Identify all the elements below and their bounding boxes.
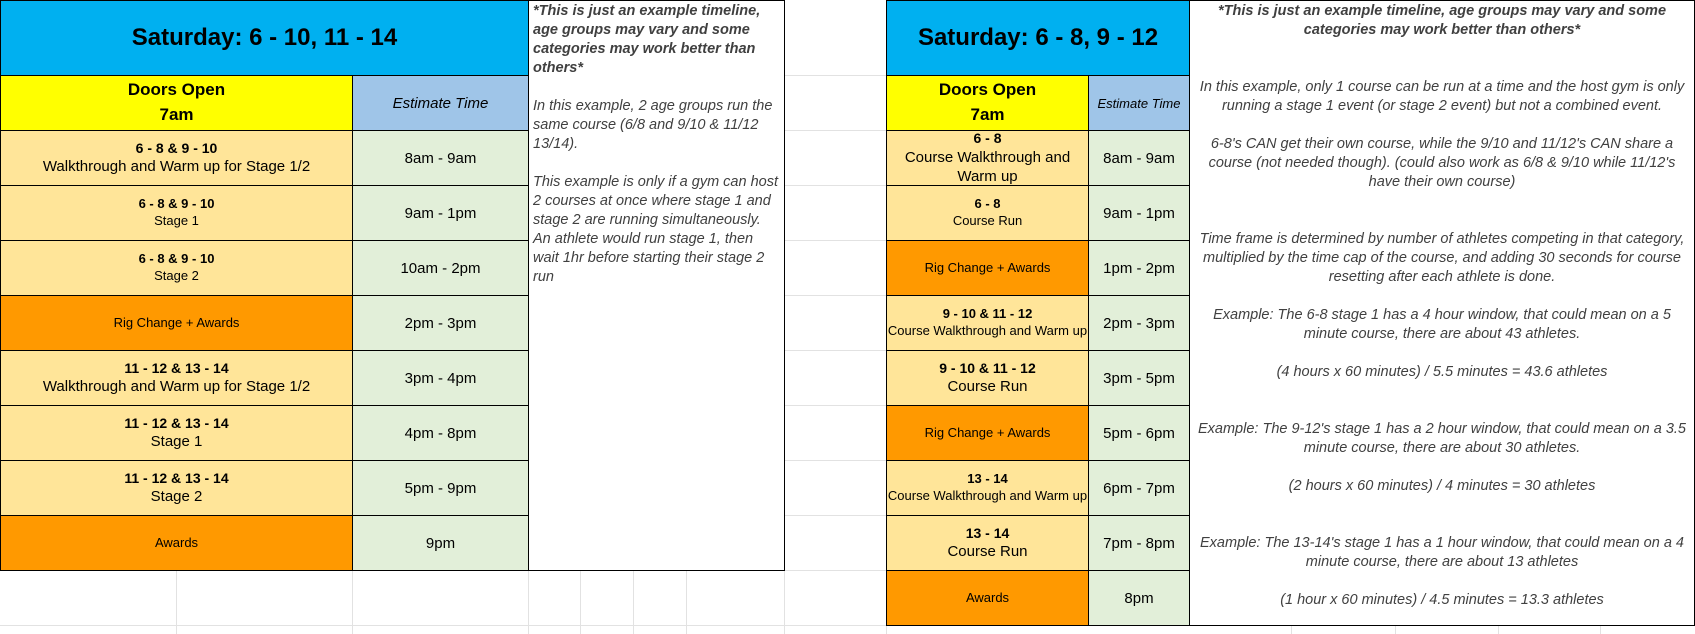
time-value: 8pm — [1124, 589, 1154, 607]
age-group-label: 9 - 10 & 11 - 12 — [939, 360, 1036, 377]
activity-label: Awards — [965, 589, 1010, 605]
left-time-cell[interactable] — [352, 130, 529, 186]
left-schedule-title[interactable] — [0, 0, 529, 76]
age-group-label: 6 - 8 — [974, 196, 1001, 212]
calculation-text: (1 hour x 60 minutes) / 4.5 minutes = 13.3 athletes — [1280, 592, 1604, 608]
time-value: 3pm - 5pm — [1103, 369, 1175, 387]
left-activity-cell[interactable] — [0, 240, 353, 296]
time-value: 2pm - 3pm — [404, 314, 477, 332]
right-activity-cell[interactable] — [886, 515, 1089, 571]
activity-label: Stage 2 — [154, 268, 199, 283]
time-value: 3pm - 4pm — [404, 369, 477, 387]
time-value: 1pm - 2pm — [1103, 259, 1175, 277]
activity-label: Course Walkthrough and Warm up — [887, 323, 1088, 338]
calculation-text: (4 hours x 60 minutes) / 5.5 minutes = 43.6 athletes — [1276, 364, 1608, 380]
doors-open-label: Doors Open — [938, 80, 1037, 100]
age-group-label: 6 - 8 — [973, 130, 1002, 147]
note-paragraph: In this example, only 1 course can be run at a time and the host gym is only running a stage 1 event (or stage 2 event) but not a combined event. — [1199, 79, 1685, 114]
right-time-cell[interactable] — [1088, 130, 1190, 186]
activity-label: Rig Change + Awards — [924, 424, 1051, 440]
right-schedule-title[interactable] — [886, 0, 1190, 76]
activity-label: Stage 2 — [150, 488, 203, 506]
time-value: 8am - 9am — [404, 149, 477, 167]
activity-label: Course Walkthrough and Warm up — [887, 488, 1088, 503]
estimate-time-label: Estimate Time — [1097, 95, 1181, 111]
activity-label: Walkthrough and Warm up for Stage 1/2 — [42, 158, 311, 176]
right-time-cell[interactable] — [1088, 570, 1190, 626]
right-time-cell[interactable] — [1088, 295, 1190, 351]
time-value: 6pm - 7pm — [1103, 479, 1175, 497]
left-estimate-time-header[interactable] — [352, 75, 529, 131]
age-group-label: 6 - 8 & 9 - 10 — [138, 196, 215, 212]
right-rig-change-cell[interactable] — [886, 405, 1089, 461]
right-time-cell[interactable] — [1088, 405, 1190, 461]
left-time-cell[interactable] — [352, 515, 529, 571]
disclaimer-text: *This is just an example timeline, age groups may vary and some categories may work better than others* — [1217, 3, 1667, 38]
activity-label: Course Walkthrough and Warm up — [904, 148, 1071, 186]
activity-label: Stage 1 — [150, 433, 203, 451]
title-text: Saturday: 6 - 8, 9 - 12 — [917, 24, 1159, 51]
right-activity-cell[interactable] — [886, 460, 1089, 516]
age-group-label: 6 - 8 & 9 - 10 — [135, 140, 218, 157]
note-paragraph: Time frame is determined by number of athletes competing in that category, multiplied by the time cap of the course, and adding 30 seconds for course resetting after each athlete is done. — [1199, 231, 1685, 285]
left-time-cell[interactable] — [352, 460, 529, 516]
title-text: Saturday: 6 - 10, 11 - 14 — [131, 24, 398, 51]
time-value: 9pm — [425, 534, 456, 552]
right-time-cell[interactable] — [1088, 460, 1190, 516]
activity-label: Rig Change + Awards — [113, 314, 240, 330]
calculation-text: (2 hours x 60 minutes) / 4 minutes = 30 athletes — [1288, 478, 1596, 494]
example-text: Example: The 9-12's stage 1 has a 2 hour window, that could mean on a 3.5 minute course, there are about 30 athletes. — [1197, 421, 1686, 456]
right-activity-cell[interactable] — [886, 130, 1089, 186]
doors-open-label: Doors Open — [127, 80, 226, 100]
age-group-label: 6 - 8 & 9 - 10 — [138, 251, 215, 267]
left-activity-cell[interactable] — [0, 350, 353, 406]
time-value: 7pm - 8pm — [1103, 534, 1175, 552]
right-estimate-time-header[interactable] — [1088, 75, 1190, 131]
right-rig-change-cell[interactable] — [886, 240, 1089, 296]
age-group-label: 11 - 12 & 13 - 14 — [124, 415, 229, 432]
age-group-label: 11 - 12 & 13 - 14 — [124, 470, 229, 487]
left-activity-cell[interactable] — [0, 185, 353, 241]
activity-label: Rig Change + Awards — [924, 259, 1051, 275]
left-activity-cell[interactable] — [0, 460, 353, 516]
example-text: Example: The 13-14's stage 1 has a 1 hour window, that could mean on a 4 minute course, there are about 13 athletes — [1200, 535, 1684, 570]
time-value: 2pm - 3pm — [1103, 314, 1175, 332]
right-activity-cell[interactable] — [886, 185, 1089, 241]
right-time-cell[interactable] — [1088, 350, 1190, 406]
disclaimer-text: *This is just an example timeline, age groups may vary and some categories may work better than others* — [533, 3, 761, 76]
doors-open-time: 7am — [159, 105, 194, 124]
left-activity-cell[interactable] — [0, 405, 353, 461]
activity-label: Course Run — [952, 213, 1023, 228]
activity-label: Stage 1 — [154, 213, 199, 228]
doors-open-time: 7am — [970, 105, 1005, 124]
activity-label: Course Run — [947, 378, 1028, 396]
left-time-cell[interactable] — [352, 185, 529, 241]
right-time-cell[interactable] — [1088, 515, 1190, 571]
age-group-label: 13 - 14 — [965, 525, 1010, 542]
activity-label: Course Run — [947, 543, 1028, 561]
time-value: 5pm - 9pm — [404, 479, 477, 497]
left-awards-cell[interactable] — [0, 515, 353, 571]
time-value: 5pm - 6pm — [1103, 424, 1175, 442]
left-time-cell[interactable] — [352, 240, 529, 296]
time-value: 10am - 2pm — [400, 259, 481, 277]
time-value: 8am - 9am — [1103, 149, 1175, 167]
time-value: 4pm - 8pm — [404, 424, 477, 442]
left-time-cell[interactable] — [352, 405, 529, 461]
estimate-time-label: Estimate Time — [392, 94, 489, 112]
right-time-cell[interactable] — [1088, 240, 1190, 296]
note-paragraph: This example is only if a gym can host 2 courses at once where stage 1 and stage 2 are running simultaneously. An athlete would run stage 1, then wait 1hr before starting their stage 2 run — [533, 174, 778, 285]
right-time-cell[interactable] — [1088, 185, 1190, 241]
age-group-label: 13 - 14 — [967, 471, 1008, 487]
left-note-box[interactable] — [528, 0, 785, 571]
right-note-box[interactable] — [1189, 0, 1695, 626]
right-awards-cell[interactable] — [886, 570, 1089, 626]
left-time-cell[interactable] — [352, 295, 529, 351]
left-time-cell[interactable] — [352, 350, 529, 406]
left-doors-open-header[interactable] — [0, 75, 353, 131]
example-text: Example: The 6-8 stage 1 has a 4 hour window, that could mean on a 5 minute course, there are about 43 athletes. — [1213, 307, 1671, 342]
left-rig-change-cell[interactable] — [0, 295, 353, 351]
time-value: 9am - 1pm — [1103, 204, 1175, 222]
note-paragraph: In this example, 2 age groups run the same course (6/8 and 9/10 & 11/12 13/14). — [533, 98, 773, 152]
age-group-label: 11 - 12 & 13 - 14 — [124, 360, 229, 377]
activity-label: Walkthrough and Warm up for Stage 1/2 — [42, 378, 311, 396]
time-value: 9am - 1pm — [404, 204, 477, 222]
right-activity-cell[interactable] — [886, 295, 1089, 351]
activity-label: Awards — [154, 534, 199, 550]
right-activity-cell[interactable] — [886, 350, 1089, 406]
right-doors-open-header[interactable] — [886, 75, 1089, 131]
left-activity-cell[interactable] — [0, 130, 353, 186]
age-group-label: 9 - 10 & 11 - 12 — [942, 306, 1033, 322]
note-paragraph: 6-8's CAN get their own course, while the 9/10 and 11/12's CAN share a course (not needed though). (could also work as 6/8 & 9/10 while 11/12's have their own course) — [1208, 136, 1676, 190]
